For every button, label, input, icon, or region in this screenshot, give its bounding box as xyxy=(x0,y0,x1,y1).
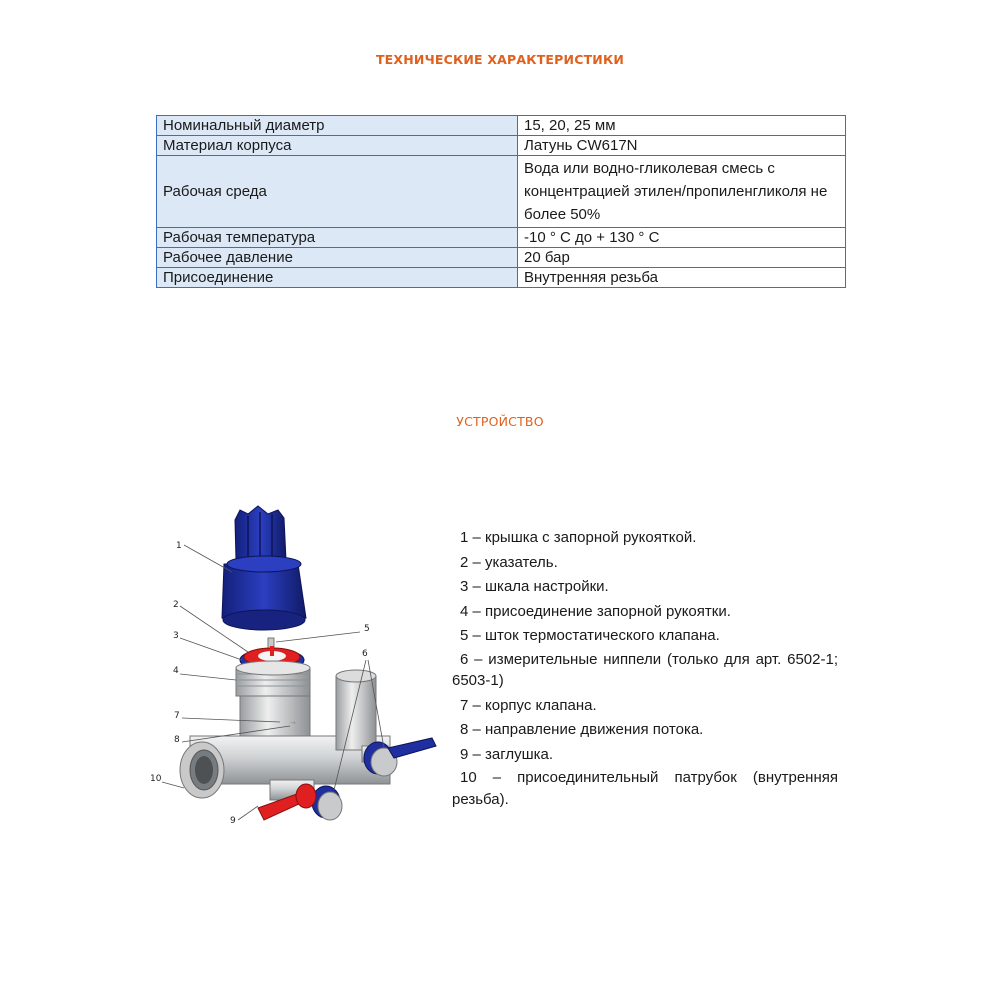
callout-5: 5 xyxy=(364,624,370,634)
callout-10: 10 xyxy=(150,774,162,784)
callout-6: 6 xyxy=(362,649,368,659)
list-item: 8 – направление движения потока. xyxy=(460,721,704,738)
callout-3: 3 xyxy=(173,631,179,641)
spec-label: Присоединение xyxy=(157,268,518,288)
cap-handle xyxy=(222,506,306,630)
callout-1: 1 xyxy=(176,541,182,551)
table-row xyxy=(157,228,846,248)
spec-label: Рабочая среда xyxy=(157,156,518,228)
list-item: 10 – присоединительный патрубок (внутренняя резьба). xyxy=(452,769,838,808)
specs-section-title: ТЕХНИЧЕСКИЕ ХАРАКТЕРИСТИКИ xyxy=(375,52,625,67)
list-item: 5 – шток термостатического клапана. xyxy=(460,627,720,644)
callout-7: 7 xyxy=(174,711,180,721)
callout-8: 8 xyxy=(174,735,180,745)
spec-value: Внутренняя резьба xyxy=(518,268,846,288)
spec-label: Рабочее давление xyxy=(157,248,518,268)
specs-table xyxy=(156,115,846,288)
spec-value: Латунь CW617N xyxy=(518,136,846,156)
callout-2: 2 xyxy=(173,600,179,610)
callout-9: 9 xyxy=(230,816,236,826)
spec-value: Вода или водно-гликолевая смесь с концентрацией этилен/пропиленгликоля не более 50% xyxy=(518,156,846,228)
callout-4: 4 xyxy=(173,666,179,676)
spec-label: Материал корпуса xyxy=(157,136,518,156)
svg-text:→: → xyxy=(290,719,296,727)
spec-value: 15, 20, 25 мм xyxy=(518,116,846,136)
list-item: 3 – шкала настройки. xyxy=(460,578,609,595)
list-item: 9 – заглушка. xyxy=(460,745,554,763)
spec-value: 20 бар xyxy=(518,248,846,268)
handle-connection xyxy=(236,661,310,696)
table-row xyxy=(157,116,846,136)
table-row xyxy=(157,268,846,288)
spec-value: -10 ° С до + 130 ° С xyxy=(518,228,846,248)
table-row xyxy=(157,156,846,228)
table-row xyxy=(157,136,846,156)
spec-label: Рабочая температура xyxy=(157,228,518,248)
table-row xyxy=(157,248,846,268)
list-item: 1 – крышка с запорной рукояткой. xyxy=(460,529,697,546)
parts-list xyxy=(452,526,838,811)
list-item: 2 – указатель. xyxy=(460,553,558,571)
spec-label: Номинальный диаметр xyxy=(157,116,518,136)
list-item: 7 – корпус клапана. xyxy=(460,696,597,714)
device-section-title: УСТРОЙСТВО xyxy=(456,414,544,429)
valve-diagram xyxy=(140,500,450,840)
list-item: 6 – измерительные ниппели (только для арт. 6502-1; 6503-1) xyxy=(452,650,838,689)
valve-illustration xyxy=(140,500,450,840)
list-item: 4 – присоединение запорной рукоятки. xyxy=(460,602,731,620)
